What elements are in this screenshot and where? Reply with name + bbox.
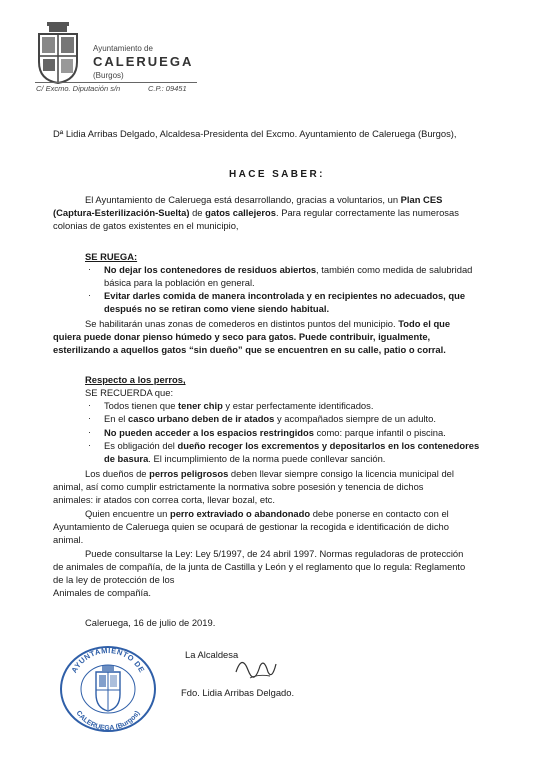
ruega-item-2: Evitar darles comida de manera incontrolada y en recipientes no adecuados, que — [104, 290, 466, 301]
letterhead-address: C/ Excmo. Diputación s/n — [36, 84, 121, 93]
svg-text:CALERUEGA (Burgos): CALERUEGA (Burgos) — [74, 709, 142, 733]
p1-line-1: El Ayuntamiento de Caleruega está desarrollando, gracias a voluntarios, un Plan CES — [85, 194, 443, 205]
intro-line: Dª Lidia Arribas Delgado, Alcaldesa-Presidenta del Excmo. Ayuntamiento de Caleruega (Burgos), — [53, 128, 457, 139]
handwritten-signature — [230, 650, 280, 684]
p5-line-2: de animales de compañía, de la junta de Castilla y León y el reglamento que lo regula: Reglamento — [53, 561, 466, 572]
signature-title: La Alcaldesa — [185, 649, 239, 660]
p3-line-3: animales: ir atados con correa corta, llevar bozal, etc. — [53, 494, 275, 505]
perros-recuerda: SE RECUERDA que: — [85, 387, 174, 398]
bullet-icon: · — [88, 413, 91, 423]
perros-title: Respecto a los perros, — [85, 374, 186, 385]
perros-item-4: Es obligación del dueño recoger los excrementos y depositarlos en los contenedores — [104, 440, 480, 451]
p4-line-2: Ayuntamiento de Caleruega quien se ocupará de gestionar la recogida e identificación de dicho — [53, 521, 449, 532]
org-line-3: (Burgos) — [93, 71, 124, 80]
heading: HACE SABER: — [229, 169, 325, 180]
p2-line-3: esterilizando a aquellos gatos “sin dueño” que se encuentren en su calle, patio o corral. — [53, 344, 446, 355]
bullet-icon: · — [88, 440, 91, 450]
p2-line-1: Se habilitarán unas zonas de comederos en distintos puntos del municipio. Todo el que — [85, 318, 451, 329]
p1-line-2: (Captura-Esterilización-Suelta) de gatos callejeros. Para regular correctamente las numerosas — [53, 207, 459, 218]
bullet-icon: · — [88, 400, 91, 410]
perros-item-2: En el casco urbano deben de ir atados y acompañados siempre de un adulto. — [104, 413, 436, 424]
ruega-item-1-cont: básica para la población en general. — [104, 277, 255, 288]
p4-line-1: Quien encuentre un perro extraviado o abandonado debe ponerse en contacto con el — [85, 508, 449, 519]
p5-line-3: de la ley de protección de los — [53, 574, 175, 585]
perros-item-3: No pueden acceder a los espacios restringidos como: parque infantil o piscina. — [104, 427, 446, 438]
ruega-item-2-cont: después no se retiran como viene siendo habitual. — [104, 303, 330, 314]
svg-text:AYUNTAMIENTO DE: AYUNTAMIENTO DE — [69, 645, 147, 675]
p2-line-2: quiera puede donar pienso húmedo y seco para gatos. Puede contribuir, igualmente, — [53, 331, 431, 342]
bullet-icon: · — [88, 427, 91, 437]
bullet-icon: · — [88, 290, 91, 300]
ruega-item-1: No dejar los contenedores de residuos abiertos, también como medida de salubridad — [104, 264, 473, 275]
perros-item-1: Todos tienen que tener chip y estar perfectamente identificados. — [104, 400, 374, 411]
org-name: CALERUEGA — [93, 54, 194, 69]
coat-of-arms-icon — [35, 22, 81, 84]
p5-line-1: Puede consultarse la Ley: Ley 5/1997, de 24 abril 1997. Normas reguladoras de protección — [85, 548, 464, 559]
document-date: Caleruega, 16 de julio de 2019. — [85, 617, 216, 628]
official-stamp — [58, 644, 158, 734]
p1-line-3: colonias de gatos existentes en el municipio, — [53, 220, 239, 231]
signature-name: Fdo. Lidia Arribas Delgado. — [181, 687, 295, 698]
ruega-title: SE RUEGA: — [85, 251, 138, 262]
p3-line-2: animal, así como cumplir estrictamente la normativa sobre posesión y tenencia de dichos — [53, 481, 424, 492]
p3-line-1: Los dueños de perros peligrosos deben llevar siempre consigo la licencia municipal del — [85, 468, 454, 479]
letterhead-postcode: C.P.: 09451 — [148, 84, 187, 93]
perros-item-4-cont: de basura. El incumplimiento de la norma puede conllevar sanción. — [104, 453, 386, 464]
p5-line-4: Animales de compañía. — [53, 587, 151, 598]
org-line-1: Ayuntamiento de — [93, 44, 153, 53]
letterhead-divider — [35, 82, 197, 83]
bullet-icon: · — [88, 264, 91, 274]
p4-line-3: animal. — [53, 534, 84, 545]
